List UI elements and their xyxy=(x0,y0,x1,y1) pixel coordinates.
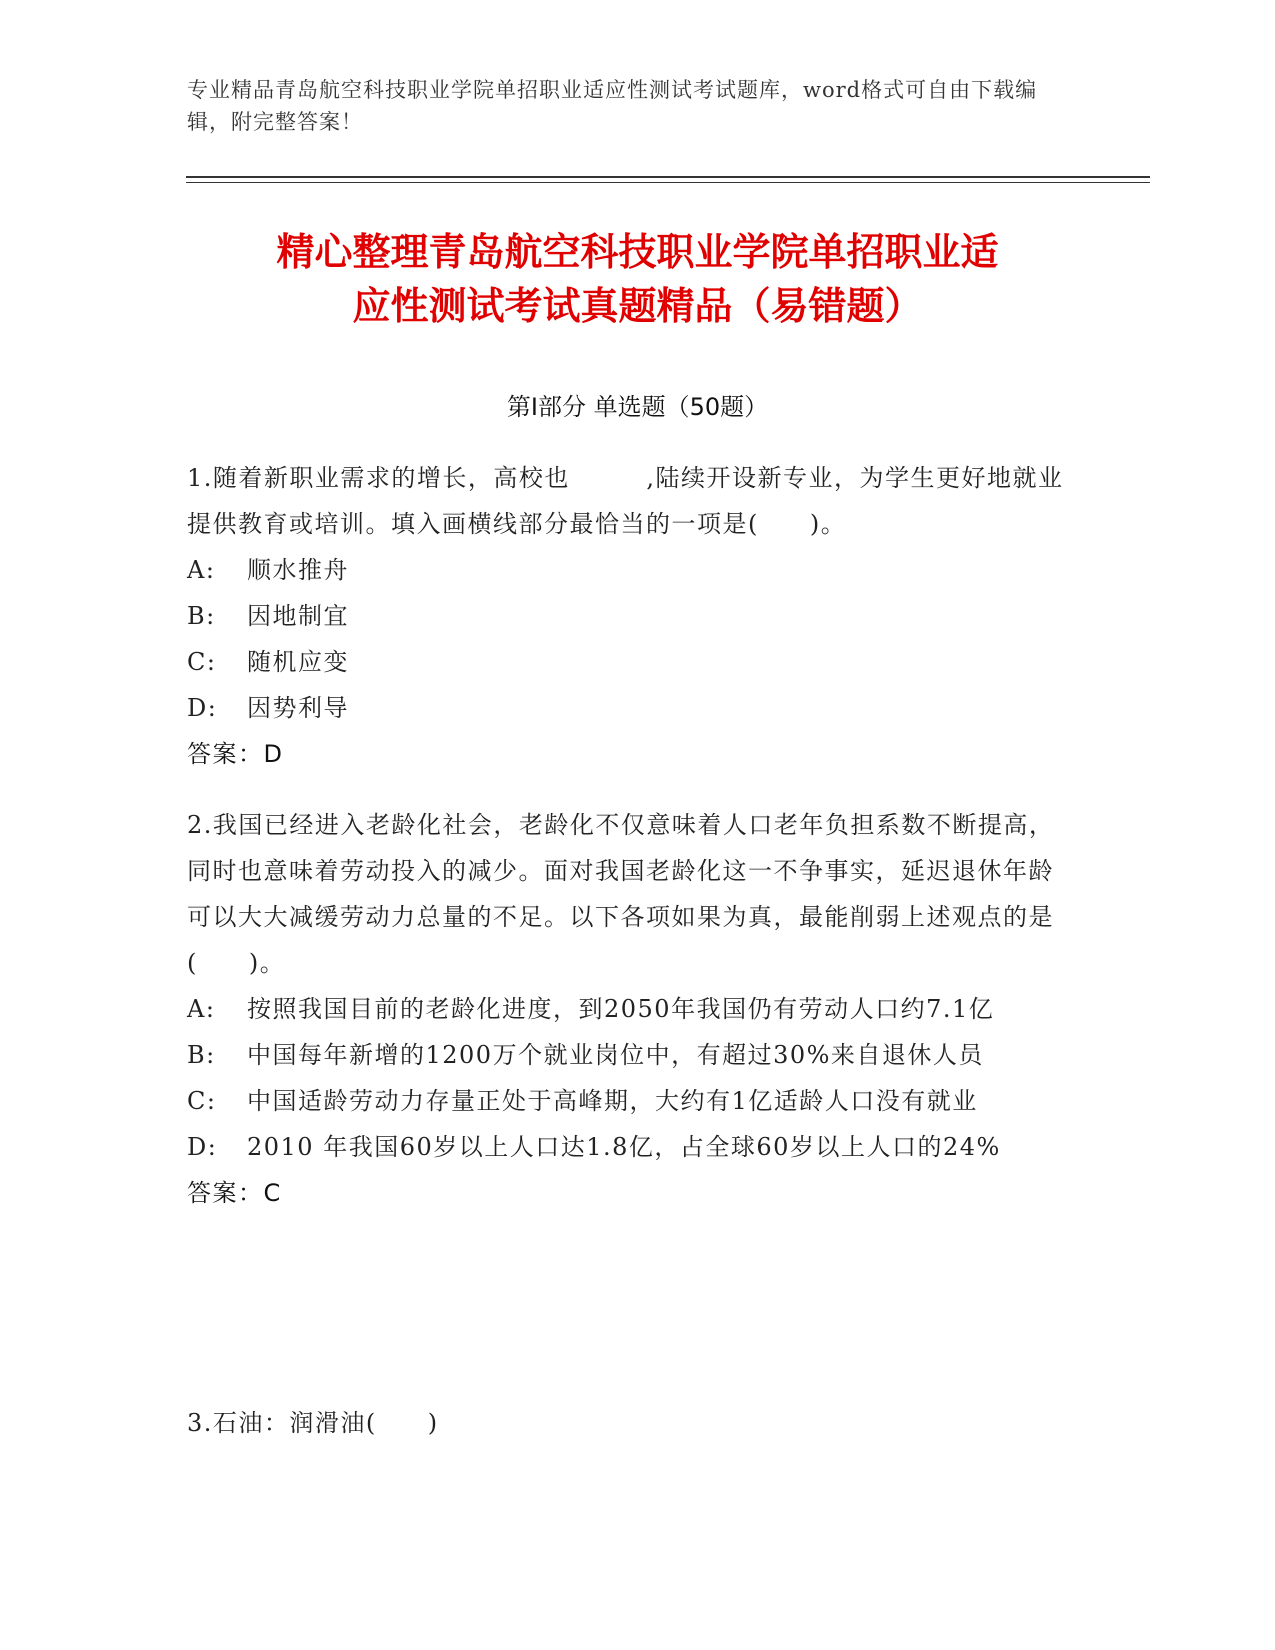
option-text: 随机应变 xyxy=(247,648,349,676)
option-a xyxy=(187,547,1067,593)
document-header-note: 专业精品青岛航空科技职业学院单招职业适应性测试考试题库，word格式可自由下载编辑，附完整答案！ xyxy=(187,78,1038,134)
option-c xyxy=(187,1078,1067,1124)
document-title-line-2: 应性测试考试真题精品（易错题） xyxy=(352,284,923,328)
option-key: C: xyxy=(187,1087,217,1115)
option-text: 因势利导 xyxy=(247,694,349,722)
option-text: 中国适龄劳动力存量正处于高峰期，大约有1亿适龄人口没有就业 xyxy=(247,1087,978,1115)
answer-line: 答案：C xyxy=(187,1179,282,1207)
option-key: A: xyxy=(187,995,216,1023)
document-title xyxy=(150,225,1125,333)
option-b xyxy=(187,593,1067,639)
question-1 xyxy=(187,455,1067,777)
option-d xyxy=(187,1124,1067,1170)
option-d xyxy=(187,685,1067,731)
question-stem: 1.随着新职业需求的增长，高校也 ,陆续开设新专业，为学生更好地就业提供教育或培训。填入画横线部分最恰当的一项是( )。 xyxy=(187,464,1064,538)
option-text: 顺水推舟 xyxy=(247,556,349,584)
header-divider-thick xyxy=(186,176,1150,178)
option-key: C: xyxy=(187,648,217,676)
option-b xyxy=(187,1032,1067,1078)
option-key: A: xyxy=(187,556,216,584)
option-text: 中国每年新增的1200万个就业岗位中，有超过30%来自退休人员 xyxy=(247,1041,984,1069)
question-3 xyxy=(187,1400,1067,1446)
option-c xyxy=(187,639,1067,685)
answer-line: 答案：D xyxy=(187,740,284,768)
option-text: 因地制宜 xyxy=(247,602,349,630)
option-key: B: xyxy=(187,1041,216,1069)
question-stem: 2.我国已经进入老龄化社会，老龄化不仅意味着人口老年负担系数不断提高， 同时也意味着劳动投入的减少。面对我国老龄化这一不争事实，延迟退休年龄可以大大减缓劳动力总量的不足。以下各项如果为真，最能削弱上述观点的是( )。 xyxy=(187,811,1068,977)
option-key: D: xyxy=(187,1133,218,1161)
question-2 xyxy=(187,802,1067,1216)
option-key: B: xyxy=(187,602,216,630)
option-text: 按照我国目前的老龄化进度，到2050年我国仍有劳动人口约7.1亿 xyxy=(247,995,995,1023)
option-a xyxy=(187,986,1067,1032)
option-text: 2010 年我国60岁以上人口达1.8亿，占全球60岁以上人口的24% xyxy=(247,1133,1001,1161)
document-title-line-1: 精心整理青岛航空科技职业学院单招职业适 xyxy=(276,230,999,274)
section-heading: 第Ⅰ部分 单选题（50题） xyxy=(506,393,769,421)
header-divider-thin xyxy=(186,182,1150,183)
option-key: D: xyxy=(187,694,218,722)
question-stem: 3.石油：润滑油( ) xyxy=(187,1409,439,1437)
